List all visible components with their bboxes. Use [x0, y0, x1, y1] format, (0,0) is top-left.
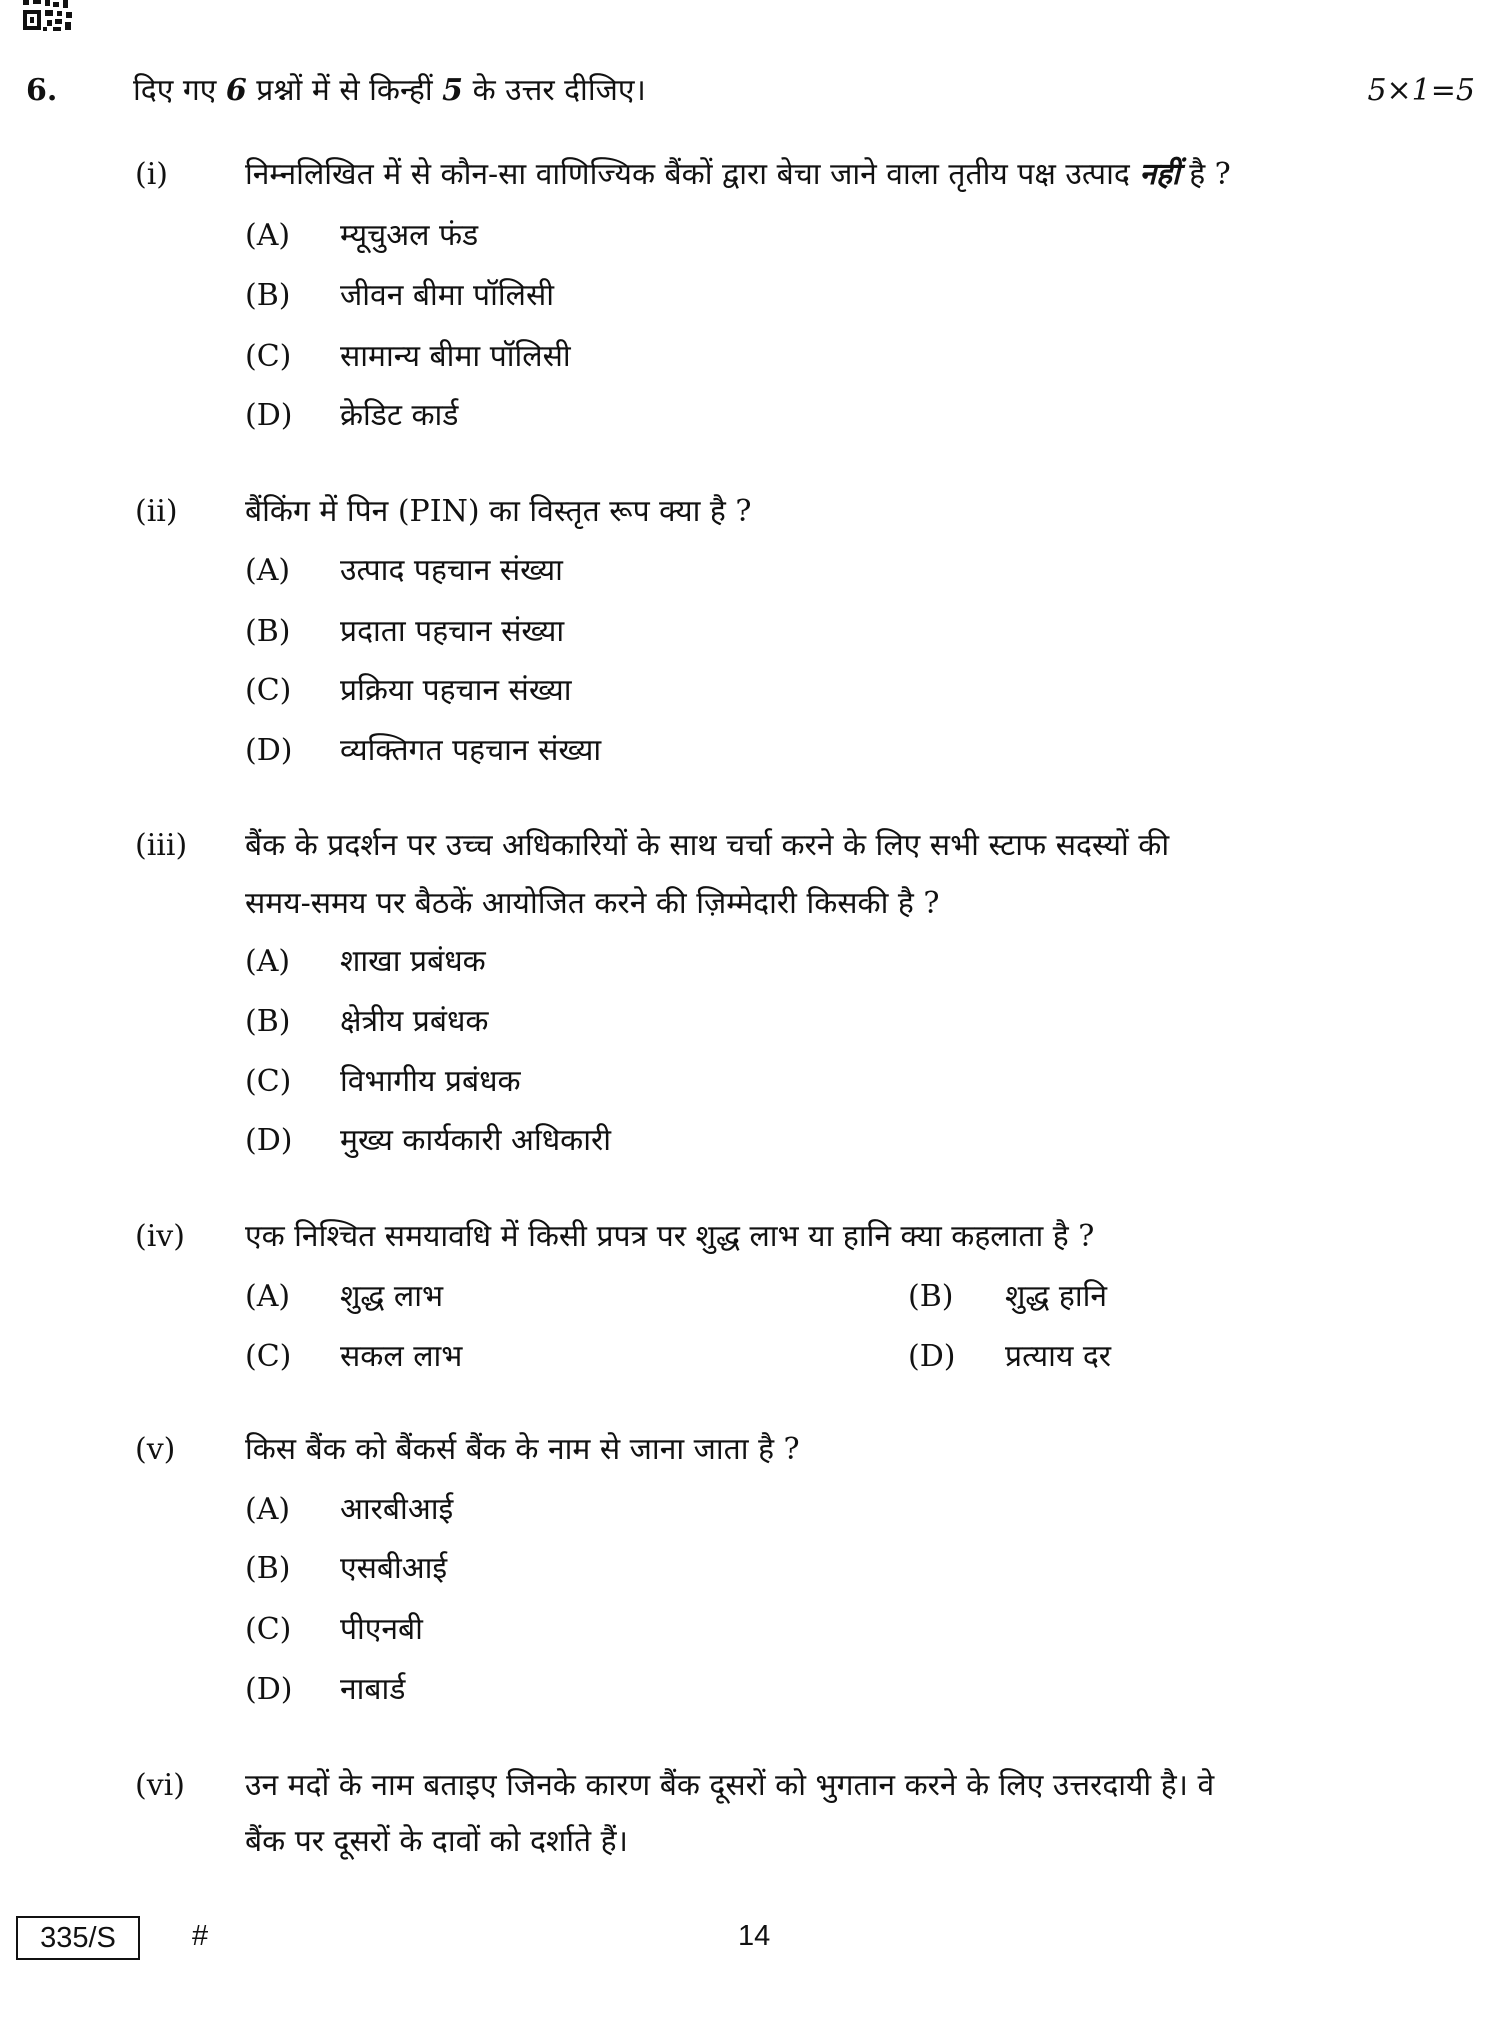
sub-question-text: बैंक के प्रदर्शन पर उच्च अधिकारियों के साथ चर्चा करने के लिए सभी स्टाफ सदस्यों की	[245, 828, 1170, 863]
option-label: (D)	[245, 1123, 293, 1158]
option-text: शुद्ध हानि	[1005, 1279, 1108, 1314]
marks: 5×1=5	[1367, 73, 1475, 108]
sub-question-text: समय-समय पर बैठकें आयोजित करने की ज़िम्मेदारी किसकी है ?	[245, 886, 940, 921]
sub-label: (vi)	[135, 1768, 185, 1803]
option-text: म्यूचुअल फंड	[340, 218, 479, 253]
hash-mark: #	[192, 1920, 209, 1952]
option-label: (C)	[245, 1612, 292, 1647]
option-text: जीवन बीमा पॉलिसी	[340, 278, 555, 313]
option-label: (C)	[245, 673, 292, 708]
option-label: (A)	[245, 1279, 291, 1314]
option-label: (B)	[908, 1279, 954, 1314]
option-text: प्रक्रिया पहचान संख्या	[340, 673, 572, 708]
sub-question-text: बैंकिंग में पिन (PIN) का विस्तृत रूप क्या है ?	[245, 494, 752, 529]
option-text: व्यक्तिगत पहचान संख्या	[340, 733, 602, 768]
option-label: (A)	[245, 1492, 291, 1527]
sub-question-text: एक निश्चित समयावधि में किसी प्रपत्र पर शुद्ध लाभ या हानि क्या कहलाता है ?	[245, 1219, 1095, 1254]
question-instruction: दिए गए 6 प्रश्नों में से किन्हीं 5 के उत्तर दीजिए।	[133, 73, 646, 108]
question-number: 6.	[26, 73, 58, 108]
option-text: उत्पाद पहचान संख्या	[340, 553, 563, 588]
option-text: एसबीआई	[340, 1551, 448, 1586]
sub-question-text: बैंक पर दूसरों के दावों को दर्शाते हैं।	[245, 1824, 628, 1859]
option-label: (A)	[245, 553, 291, 588]
option-label: (B)	[245, 278, 291, 313]
option-text: नाबार्ड	[340, 1672, 406, 1707]
option-label: (C)	[245, 1339, 292, 1374]
option-text: शाखा प्रबंधक	[340, 944, 486, 979]
sub-label: (ii)	[135, 494, 178, 529]
option-text: प्रत्याय दर	[1005, 1339, 1112, 1374]
qr-code-icon	[23, 0, 96, 32]
sub-label: (iv)	[135, 1219, 185, 1254]
paper-code: 335/S	[16, 1916, 140, 1960]
option-label: (D)	[245, 733, 293, 768]
option-text: सकल लाभ	[340, 1339, 463, 1374]
option-text: प्रदाता पहचान संख्या	[340, 614, 565, 649]
option-text: क्रेडिट कार्ड	[340, 398, 459, 433]
option-label: (D)	[245, 398, 293, 433]
sub-question-text: उन मदों के नाम बताइए जिनके कारण बैंक दूसरों को भुगतान करने के लिए उत्तरदायी है। वे	[245, 1768, 1215, 1803]
sub-question-text: निम्नलिखित में से कौन-सा वाणिज्यिक बैंकों द्वारा बेचा जाने वाला तृतीय पक्ष उत्पाद नहीं है ?	[245, 157, 1231, 192]
option-text: सामान्य बीमा पॉलिसी	[340, 339, 571, 374]
option-label: (D)	[245, 1672, 293, 1707]
option-text: आरबीआई	[340, 1492, 454, 1527]
option-label: (D)	[908, 1339, 956, 1374]
option-label: (B)	[245, 1004, 291, 1039]
option-text: शुद्ध लाभ	[340, 1279, 444, 1314]
sub-label: (v)	[135, 1432, 176, 1467]
option-label: (B)	[245, 1551, 291, 1586]
option-label: (C)	[245, 339, 292, 374]
page-number: 14	[738, 1920, 771, 1952]
option-text: विभागीय प्रबंधक	[340, 1064, 521, 1099]
sub-question-text: किस बैंक को बैंकर्स बैंक के नाम से जाना जाता है ?	[245, 1432, 800, 1467]
option-label: (A)	[245, 944, 291, 979]
sub-label: (iii)	[135, 828, 188, 863]
option-label: (C)	[245, 1064, 292, 1099]
option-label: (A)	[245, 218, 291, 253]
option-text: मुख्य कार्यकारी अधिकारी	[340, 1123, 612, 1158]
sub-label: (i)	[135, 157, 169, 192]
option-text: पीएनबी	[340, 1612, 423, 1647]
option-text: क्षेत्रीय प्रबंधक	[340, 1004, 489, 1039]
option-label: (B)	[245, 614, 291, 649]
